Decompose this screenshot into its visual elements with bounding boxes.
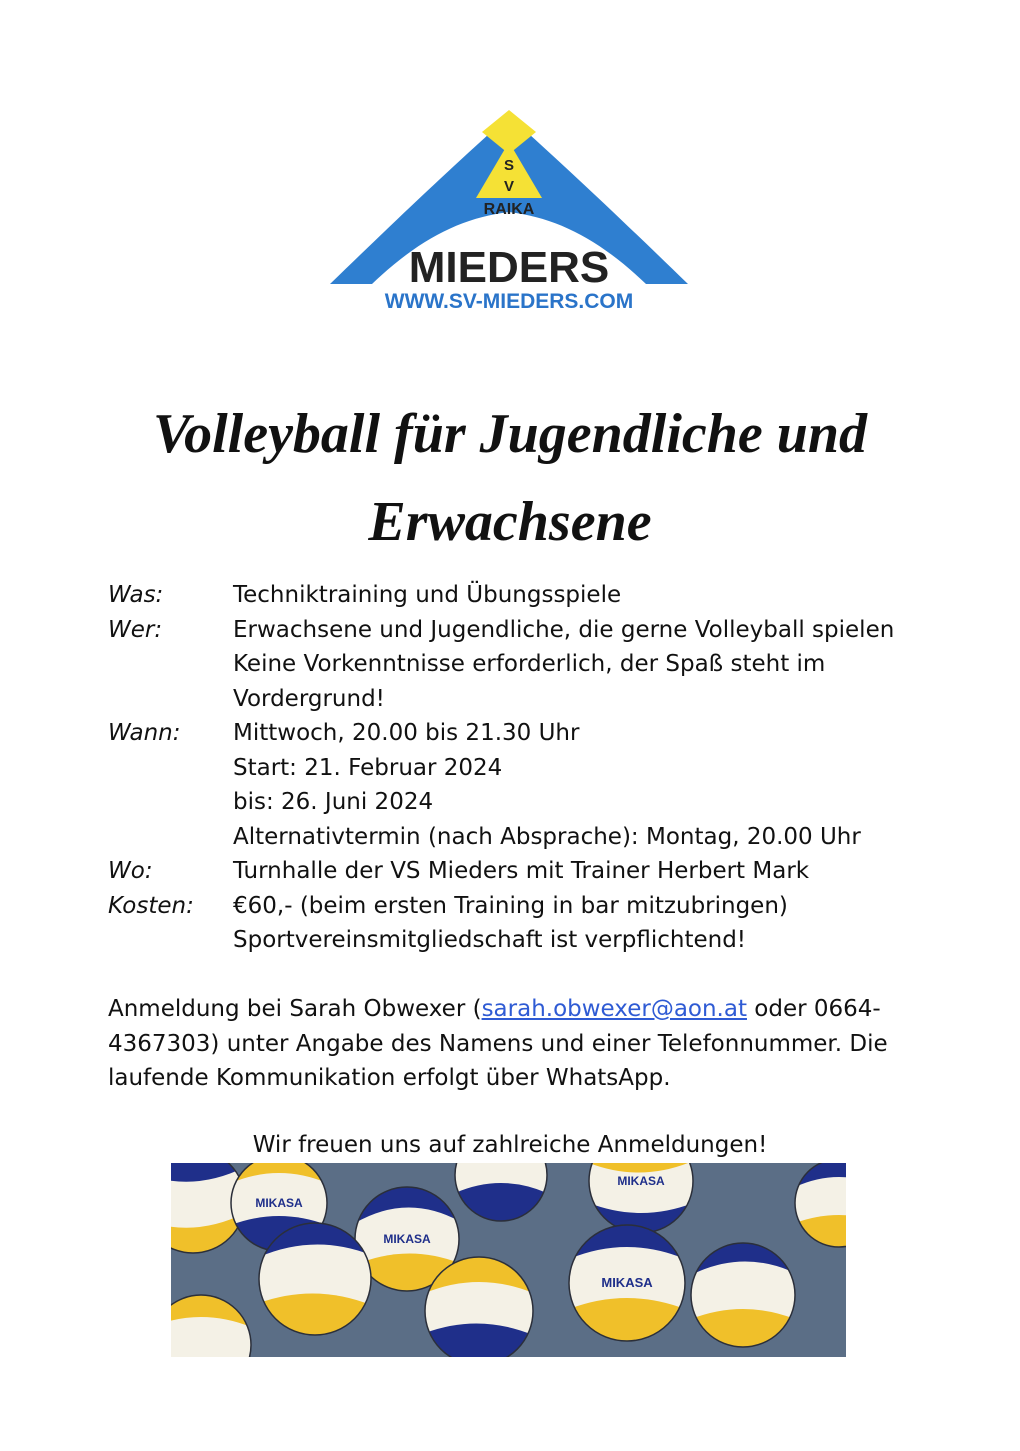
detail-value: Mittwoch, 20.00 bis 21.30 Uhr <box>233 720 580 746</box>
ball-brand: MIKASA <box>291 1250 339 1264</box>
logo-letter-s: S <box>503 157 515 174</box>
ball-brand: MIKASA <box>601 1275 653 1290</box>
detail-label: Kosten: <box>108 892 194 919</box>
club-logo <box>328 108 690 318</box>
logo-raika: RAIKA <box>483 201 535 218</box>
detail-label: Was: <box>108 582 164 608</box>
detail-row-kosten <box>108 889 928 958</box>
detail-value: Start: 21. Februar 2024 <box>233 754 503 781</box>
detail-value: Keine Vorkenntnisse erforderlich, der Spaß steht im <box>233 651 826 677</box>
ball-brand: MIKASA <box>255 1196 303 1210</box>
detail-value: bis: 26. Juni 2024 <box>233 789 434 815</box>
detail-label: Wer: <box>108 616 163 643</box>
detail-row-wann <box>108 716 928 854</box>
ball-brand: MIKASA <box>383 1232 431 1246</box>
registration-suffix: oder 0664-4367303) unter Angabe des Namens und einer Telefonnummer. Die laufende Kommunikation erfolgt über WhatsApp. <box>108 996 888 1091</box>
detail-value: €60,- (beim ersten Training in bar mitzubringen) <box>233 892 788 919</box>
email-link[interactable]: sarah.obwexer@aon.at <box>481 996 747 1022</box>
logo-name: MIEDERS <box>408 243 610 292</box>
club-logo-graphic <box>328 108 690 318</box>
detail-value: Erwachsene und Jugendliche, die gerne Volleyball spielen <box>233 616 895 643</box>
volleyballs-illustration <box>171 1163 846 1357</box>
title-line-2: Erwachsene <box>368 491 652 553</box>
detail-label: Wann: <box>108 720 181 746</box>
volleyball <box>569 1223 685 1343</box>
detail-value: Vordergrund! <box>233 685 385 712</box>
registration-prefix: Anmeldung bei Sarah Obwexer ( <box>108 996 482 1022</box>
detail-row-wo <box>108 854 928 889</box>
ball-brand: MIKASA <box>617 1174 665 1188</box>
detail-value: Techniktraining und Übungsspiele <box>233 582 622 608</box>
logo-letter-v: V <box>503 178 515 195</box>
detail-value: Alternativtermin (nach Absprache): Montag, 20.00 Uhr <box>233 823 861 850</box>
page-title <box>40 390 980 566</box>
detail-row-wer <box>108 613 928 717</box>
volleyballs-photo <box>171 1163 846 1357</box>
logo-url: WWW.SV-MIEDERS.COM <box>384 290 634 313</box>
title-line-1: Volleyball für Jugendliche und <box>152 403 868 465</box>
registration-paragraph <box>108 992 908 1096</box>
detail-label: Wo: <box>108 858 153 884</box>
event-details <box>108 578 928 958</box>
detail-value: Turnhalle der VS Mieders mit Trainer Herbert Mark <box>233 858 810 884</box>
detail-value: Sportvereinsmitgliedschaft ist verpflichtend! <box>233 927 747 953</box>
closing-line: Wir freuen uns auf zahlreiche Anmeldungen! <box>252 1132 768 1158</box>
detail-row-was <box>108 578 928 613</box>
